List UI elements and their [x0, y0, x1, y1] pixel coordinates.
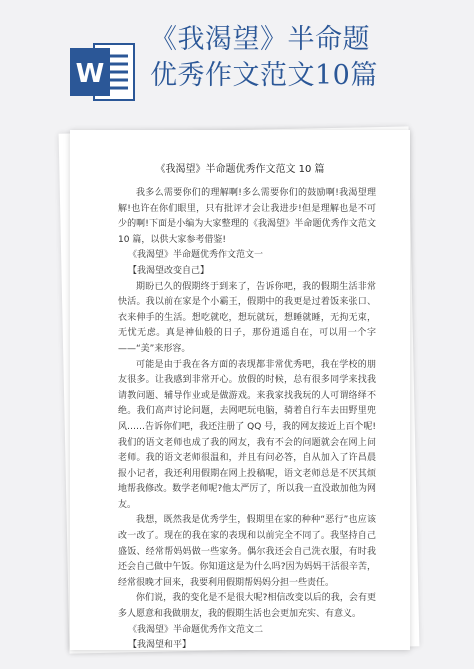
document-page	[70, 130, 410, 650]
document-body	[118, 186, 376, 654]
document-title: 《我渴望》半命题优秀作文范文 10 篇	[155, 164, 325, 175]
header-banner	[0, 0, 474, 120]
paragraph-2: 可能是由于我在各方面的表现都非常优秀吧，我在学校的朋友很多。让我感到非常开心。放假的时候，总有很多同学来找我请教问题、辅导作业或是做游戏。来我家找我玩的人可谓络绎不绝。我们高声讨论问题，去网吧玩电脑，骑着自行车去田野里兜风……告诉你们吧，我还注册了 QQ 号，我的网友接近上百个呢!我们的语文老师也成了我的网友，我有不会的问题就会在网上问老师。我的语文老师很温和，并且有问必答，自从加入了许昌晨报小记者，我还利用假期在网上投稿呢，语文老师总是不厌其烦地帮我修改。数学老师呢?他太严厉了，所以我一直没敢加他为网友。	[118, 359, 376, 510]
paragraph-1: 期盼已久的假期终于到来了，告诉你吧，我的假期生活非常快活。我以前在家是个小霸王，假期中的我更是过着饭来张口、衣来伸手的生活。想吃就吃，想玩就玩，想睡就睡，无拘无束，无忧无虑。真是神仙般的日子，那份逍遥自在，可以用一个字——“美”来形容。	[118, 281, 376, 354]
section-heading-2: 《我渴望》半命题优秀作文范文二	[128, 624, 264, 635]
paragraph-4: 你们说，我的变化是不是很大呢?相信改变以后的我，会有更多人愿意和我做朋友，我的假期生活也会更加充实、有意义。	[118, 593, 376, 620]
banner-title-line2: 优秀作文范文10篇	[150, 60, 378, 91]
section-heading-1: 《我渴望》半命题优秀作文范文一	[128, 250, 264, 261]
intro-paragraph: 我多么需要你们的理解啊!多么需要你们的鼓励啊!我渴望理解!也许在你们眼里，只有批评才会让我进步!但是理解也是不可少的啊!下面是小编为大家整理的《我渴望》半命题优秀作文范文 10 篇，以供大家参考借鉴!	[118, 188, 376, 245]
paragraph-3: 我想，既然我是优秀学生，假期里在家的种种“恶行”也应该改一改了。现在的我在家的表现和以前完全不同了。我坚持自己盛饭、经常帮妈妈做一些家务。偶尔我还会自己洗衣服，有时我还会自己做中午饭。你知道这是为什么吗?因为妈妈干活很辛苦，经常很晚才回来，我要利用假期帮妈妈分担一些责任。	[118, 515, 376, 588]
banner-title	[150, 22, 470, 94]
word-document-icon	[68, 40, 138, 104]
word-icon-letter: W	[75, 59, 105, 89]
banner-title-line1: 《我渴望》半命题	[150, 24, 370, 55]
section-subtitle-2: 【我渴望和平】	[128, 640, 192, 651]
section-subtitle-1: 【我渴望改变自己】	[128, 265, 210, 276]
